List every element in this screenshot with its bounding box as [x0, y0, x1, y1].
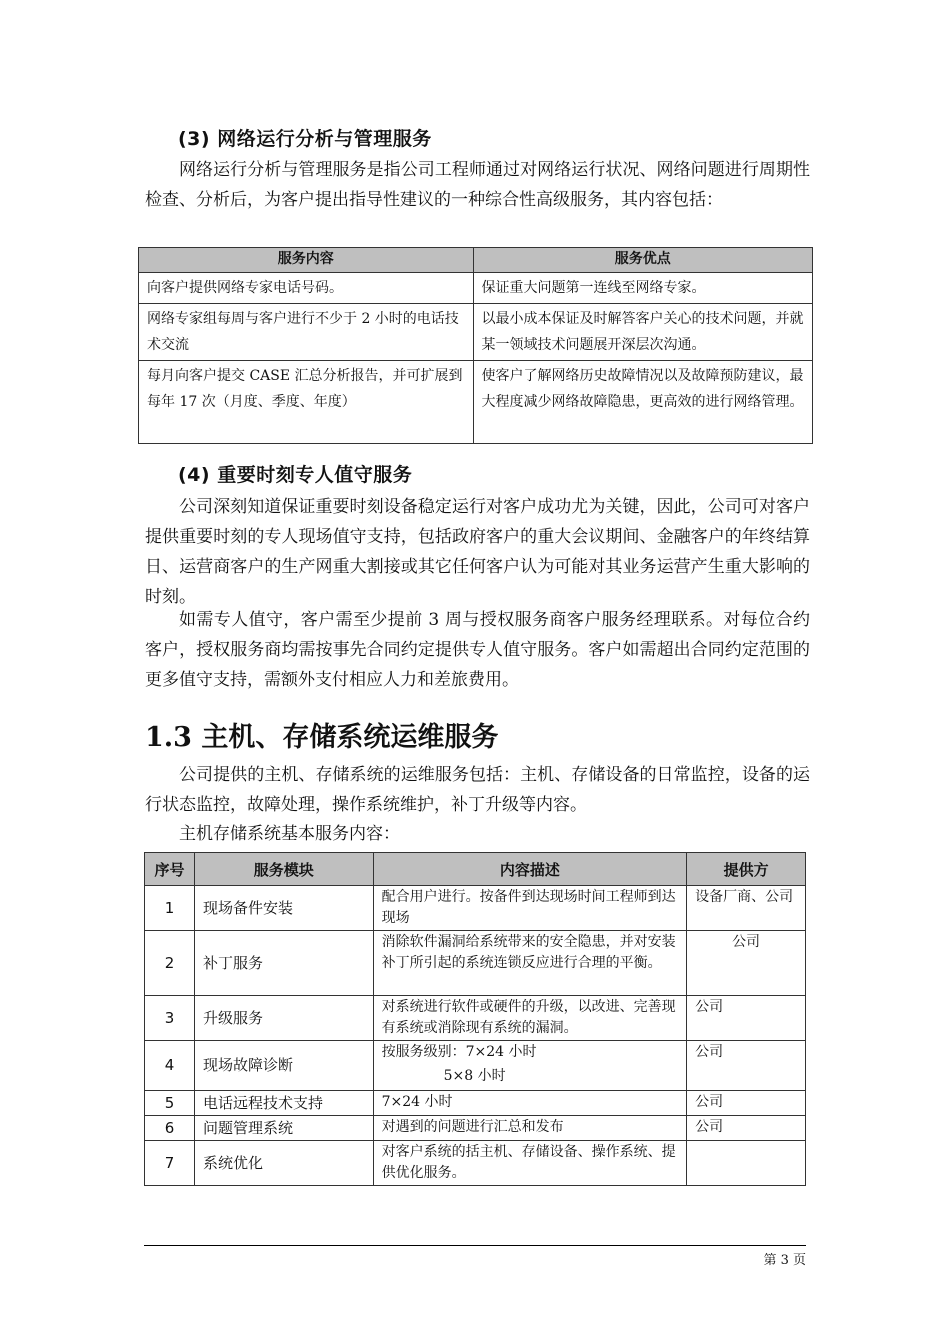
page-number: 第 3 页 [763, 1253, 806, 1268]
table-row [145, 1141, 806, 1186]
section-1-3-heading: 1.3 主机、存储系统运维服务 [145, 722, 499, 753]
service-level-line-1: 按服务级别：7×24 小时 [381, 1044, 537, 1060]
service-module: 系统优化 [194, 1141, 373, 1186]
footer-divider [144, 1245, 806, 1246]
row-number: 7 [145, 1141, 195, 1186]
service-module: 现场故障诊断 [194, 1041, 373, 1091]
section-3-intro: 网络运行分析与管理服务是指公司工程师通过对网络运行状况、网络问题进行周期性检查、分析后，为客户提出指导性建议的一种综合性高级服务，其内容包括： [145, 160, 810, 210]
content-description: 配合用户进行。按备件到达现场时间工程师到达现场 [373, 886, 687, 931]
table-cell: 保证重大问题第一连线至网络专家。 [473, 273, 813, 304]
provider: 公司 [687, 996, 806, 1041]
provider: 公司 [687, 1116, 806, 1141]
row-number: 3 [145, 996, 195, 1041]
table-cell: 向客户提供网络专家电话号码。 [139, 273, 474, 304]
service-module: 问题管理系统 [194, 1116, 373, 1141]
service-level-line-2: 5×8 小时 [443, 1068, 506, 1084]
section-4-heading: (4) 重要时刻专人值守服务 [178, 464, 413, 486]
table-header-cell: 服务优点 [473, 248, 813, 273]
row-number: 1 [145, 886, 195, 931]
table-header-cell: 服务模块 [194, 853, 373, 886]
table-row [145, 1041, 806, 1091]
table-header-cell: 提供方 [687, 853, 806, 886]
table-cell: 以最小成本保证及时解答客户关心的技术问题，并就某一领域技术问题展开深层次沟通。 [473, 304, 813, 361]
network-service-table [138, 247, 813, 444]
row-number: 2 [145, 931, 195, 996]
content-description: 对遇到的问题进行汇总和发布 [373, 1116, 687, 1141]
table-cell: 网络专家组每周与客户进行不少于 2 小时的电话技术交流 [139, 304, 474, 361]
table-row [145, 1116, 806, 1141]
provider: 公司 [687, 1091, 806, 1116]
section-1-3-paragraph-1: 公司提供的主机、存储系统的运维服务包括：主机、存储设备的日常监控，设备的运行状态监控，故障处理，操作系统维护，补丁升级等内容。 [145, 765, 810, 815]
table-header-cell: 服务内容 [139, 248, 474, 273]
table-row [145, 886, 806, 931]
content-description: 7×24 小时 [373, 1091, 687, 1116]
table-cell: 使客户了解网络历史故障情况以及故障预防建议，最大程度减少网络故障隐患，更高效的进行网络管理。 [473, 361, 813, 444]
provider [687, 1141, 806, 1186]
provider: 设备厂商、公司 [687, 886, 806, 931]
section-4-paragraph-2: 如需专人值守，客户需至少提前 3 周与授权服务商客户服务经理联系。对每位合约客户，授权服务商均需按事先合同约定提供专人值守服务。客户如需超出合同约定范围的更多值守支持，需额外支付相应人力和差旅费用。 [145, 610, 810, 690]
table-row [139, 361, 813, 444]
host-storage-service-table [144, 852, 806, 1186]
table-header-cell: 内容描述 [373, 853, 687, 886]
service-module: 补丁服务 [194, 931, 373, 996]
table-row [145, 1091, 806, 1116]
table-row [145, 931, 806, 996]
table-cell: 每月向客户提交 CASE 汇总分析报告，并可扩展到每年 17 次（月度、季度、年度） [139, 361, 474, 444]
provider: 公司 [687, 1041, 806, 1091]
table-header-row [145, 853, 806, 886]
content-description [373, 1041, 687, 1091]
section-4-paragraph-1: 公司深刻知道保证重要时刻设备稳定运行对客户成功尤为关键，因此，公司可对客户提供重要时刻的专人现场值守支持，包括政府客户的重大会议期间、金融客户的年终结算日、运营商客户的生产网重大割接或其它任何客户认为可能对其业务运营产生重大影响的时刻。 [145, 497, 810, 607]
table-header-cell: 序号 [145, 853, 195, 886]
table-header-row [139, 248, 813, 273]
row-number: 4 [145, 1041, 195, 1091]
provider: 公司 [687, 931, 806, 996]
section-1-3-paragraph-2: 主机存储系统基本服务内容： [179, 824, 400, 844]
row-number: 6 [145, 1116, 195, 1141]
table-row [139, 304, 813, 361]
content-description: 对客户系统的括主机、存储设备、操作系统、提供优化服务。 [373, 1141, 687, 1186]
content-description: 对系统进行软件或硬件的升级，以改进、完善现有系统或消除现有系统的漏洞。 [373, 996, 687, 1041]
section-3-heading: (3) 网络运行分析与管理服务 [178, 128, 432, 150]
table-row [139, 273, 813, 304]
table-row [145, 996, 806, 1041]
service-module: 升级服务 [194, 996, 373, 1041]
row-number: 5 [145, 1091, 195, 1116]
service-module: 现场备件安装 [194, 886, 373, 931]
service-module: 电话远程技术支持 [194, 1091, 373, 1116]
content-description: 消除软件漏洞给系统带来的安全隐患，并对安装补丁所引起的系统连锁反应进行合理的平衡。 [373, 931, 687, 996]
